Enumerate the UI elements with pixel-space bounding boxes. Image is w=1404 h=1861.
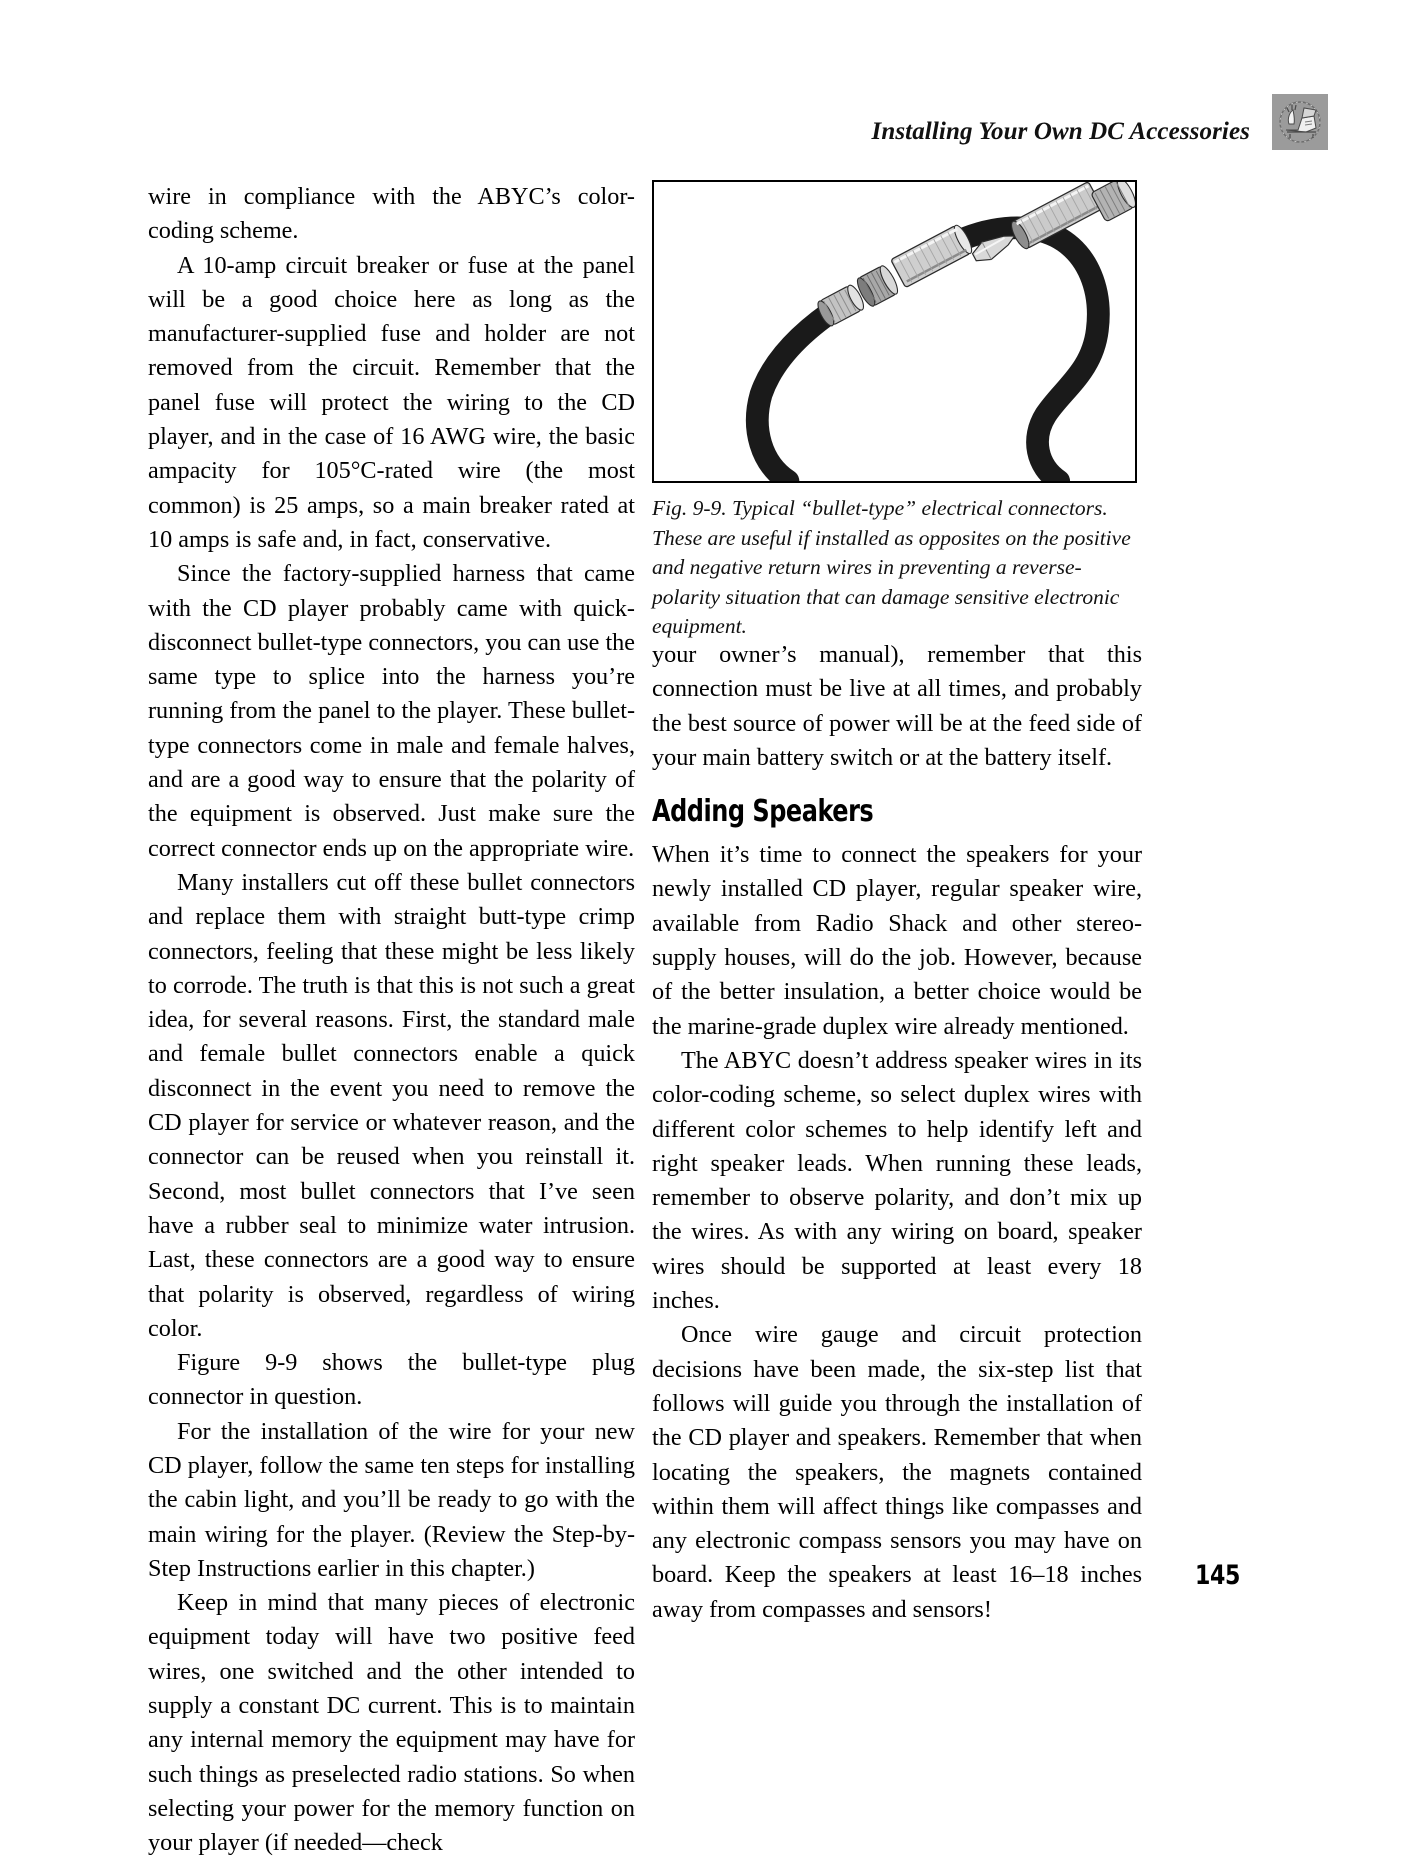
- paragraph: Keep in mind that many pieces of electronic equipment today will have two positive feed wires, one switched and the other intended to supply a constant DC current. This is to maintain any internal memory the equipment may have for such things as preselected radio stations. So when selecting your power for the memory function on your player (if needed—check: [148, 1589, 635, 1857]
- figure-caption: Fig. 9-9. Typical “bullet-type” electrical connectors. These are useful if installed as opposites on the positive and negative return wires in preventing a reverse-polarity situation that can damage sensitive electronic equipment.: [652, 496, 1131, 638]
- paragraph: The ABYC doesn’t address speaker wires in its color-coding scheme, so select duplex wires with different color schemes to help identify left and right speaker leads. When running these leads, remember to observe polarity, and don’t mix up the wires. As with any wiring on board, speaker wires should be supported at least every 18 inches.: [652, 1046, 1142, 1315]
- paragraph: Figure 9-9 shows the bullet-type plug connector in question.: [148, 1349, 635, 1411]
- paragraph: A 10-amp circuit breaker or fuse at the panel will be a good choice here as long as the manufacturer-supplied fuse and holder are not removed from the circuit. Remember that the panel fuse will protect the wiring to the CD player, and in the case of 16 AWG wire, the basic ampacity for 105°C-rated wire (the most common) is 25 amps, so a main breaker rated at 10 amps is safe and, in fact, conservative.: [148, 251, 635, 553]
- running-head: Installing Your Own DC Accessories: [871, 118, 1250, 145]
- paragraph: wire in compliance with the ABYC’s color-coding scheme.: [148, 183, 635, 245]
- body-column-left: [148, 180, 635, 1861]
- figure-image-frame: [652, 180, 1137, 483]
- section-heading-adding-speakers: Adding Speakers: [652, 794, 874, 830]
- paragraph: When it’s time to connect the speakers for your newly installed CD player, regular speaker wire, available from Radio Shack and other stereo-supply houses, will do the job. However, because of the better insulation, a better choice would be the marine-grade duplex wire already mentioned.: [652, 841, 1142, 1040]
- paragraph: your owner’s manual), remember that this connection must be live at all times, and probably the best source of power will be at the feed side of your main battery switch or at the battery itself.: [652, 641, 1142, 771]
- paragraph: For the installation of the wire for your new CD player, follow the same ten steps for installing the cabin light, and you’ll be ready to go with the main wiring for the player. (Review the Step-by-Step Instructions earlier in this chapter.): [148, 1417, 635, 1582]
- page-number: 145: [1195, 1560, 1240, 1591]
- bullet-type-connectors-illustration: [654, 182, 1135, 481]
- chapter-emblem-icon: [1272, 94, 1328, 150]
- body-column-right: [652, 638, 1142, 1627]
- paragraph: Many installers cut off these bullet connectors and replace them with straight butt-type crimp connectors, feeling that these might be less likely to corrode. The truth is that this is not such a great idea, for several reasons. First, the standard male and female bullet connectors enable a quick disconnect in the event you need to remove the CD player for service or whatever reason, and the connector can be reused when you reinstall it. Second, most bullet connectors that I’ve seen have a rubber seal to minimize water intrusion. Last, these connectors are a good way to ensure that polarity is observed, regardless of wiring color.: [148, 868, 635, 1342]
- figure-9-9: [652, 180, 1141, 642]
- paragraph: Once wire gauge and circuit protection decisions have been made, the six-step list that follows will guide you through the installation of the CD player and speakers. Remember that when locating the speakers, the magnets contained within them will affect things like compasses and any electronic compass sensors you may have on board. Keep the speakers at least 16–18 inches away from compasses and sensors!: [652, 1321, 1142, 1623]
- paragraph: Since the factory-supplied harness that came with the CD player probably came with quick-disconnect bullet-type connectors, you can use the same type to splice into the harness you’re running from the panel to the player. These bullet-type connectors come in male and female halves, and are a good way to ensure that the polarity of the equipment is observed. Just make sure the correct connector ends up on the appropriate wire.: [148, 560, 635, 862]
